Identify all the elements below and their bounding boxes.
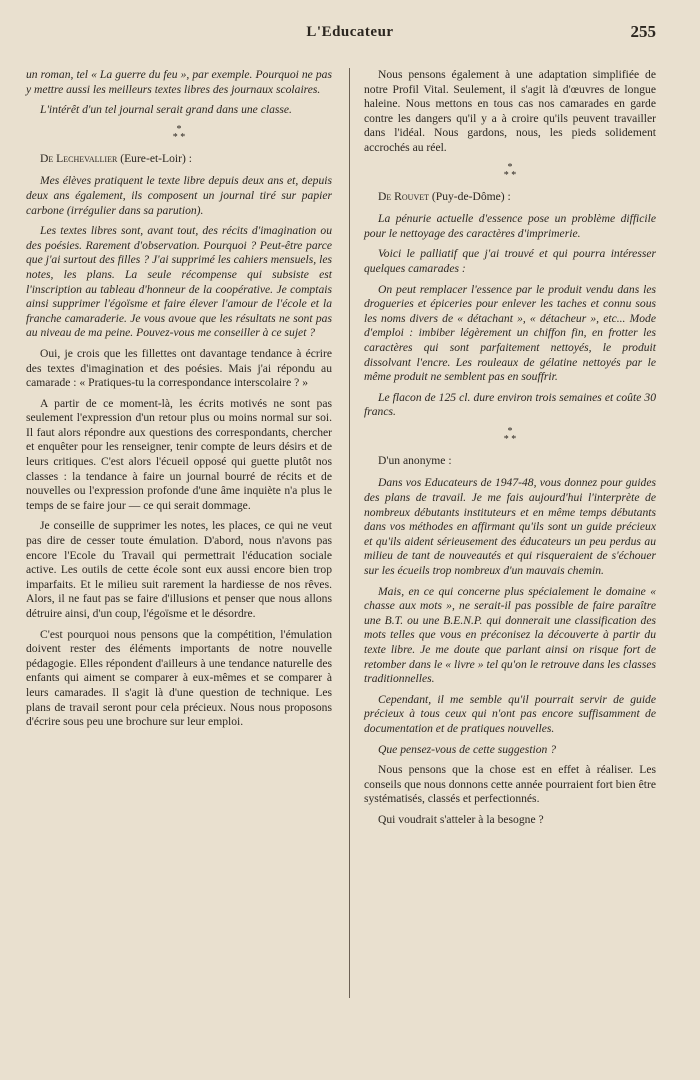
correspondent-heading: [26, 152, 332, 167]
column-divider: [349, 68, 350, 998]
quoted-letter-paragraph: Que pensez-vous de cette suggestion ?: [378, 742, 557, 756]
correspondent-name: De Lechevallier: [40, 151, 118, 165]
quoted-letter-paragraph: Dans vos Educateurs de 1947-48, vous donnez pour guides des plans de travail. Je me fais aujourd'hui l'interprète de nombreux débutants instituteurs et en même temps débutants dans vos méthodes en affirmant qu'ils sont un guide précieux et qu'ils aident sérieusement des éducateurs un peu perdus au milieu de tant de nouveautés et qui risqueraient de s'échouer sur les écueils trop nombreux d'un mauvais chemin.: [364, 476, 656, 578]
correspondent-heading: [364, 454, 656, 469]
reply-paragraph: Oui, je crois que les fillettes ont davantage tendance à écrire des textes d'imagination et des poésies. Mais j'ai répondu au camarade : « Pratiques-tu la correspondance interscolaire ? »: [26, 346, 332, 390]
left-column: [26, 68, 332, 736]
section-separator: [26, 123, 332, 143]
reply-paragraph: Qui voudrait s'atteler à la besogne ?: [378, 812, 544, 826]
running-title: L'Educateur: [306, 24, 394, 40]
separator-star-top: *: [507, 161, 513, 173]
correspondent-heading: [364, 190, 656, 205]
quoted-letter-paragraph: Les textes libres sont, avant tout, des récits d'imagination ou des poésies. Rarement d'observation. Pourquoi ? Peut-être parce que j'ai surtout des filles ? J'ai supprimé les cahiers mensuels, les notes, les plans. La seule récompense qui subsiste est l'inscription au tableau d'honneur de la coopérative. Je comptais ainsi supprimer l'égoïsme et faire élever l'amour de l'école et la franche camaraderie. Je vous avoue que les résultats ne sont pas au niveau de ma peine. Pouvez-vous me conseiller à ce sujet ?: [26, 224, 332, 340]
reply-paragraph: Nous pensons que la chose est en effet à réaliser. Les conseils que nous donnons cette année pourraient fort bien être systématisés, classés et perfectionnés.: [364, 763, 657, 806]
page-number: 255: [630, 22, 656, 41]
quoted-letter-paragraph: L'intérêt d'un tel journal serait grand dans une classe.: [40, 103, 292, 117]
quoted-letter-paragraph: La pénurie actuelle d'essence pose un problème difficile pour le nettoyage des caractères d'imprimerie.: [364, 212, 656, 240]
quoted-letter-paragraph: Cependant, il me semble qu'il pourrait servir de guide précieux à tous ceux qui n'ont pas encore suffisamment de documentation et de pratiques nouvelles.: [364, 692, 656, 735]
section-separator: [364, 161, 656, 181]
quoted-letter-paragraph: un roman, tel « La guerre du feu », par exemple. Pourquoi ne pas y mettre aussi les meilleurs textes libres des journaux scolaires.: [26, 68, 332, 96]
reply-paragraph: A partir de ce moment-là, les écrits motivés ne sont pas seulement l'expression d'un retour plus ou moins normal sur soi. Il faut alors répondre aux questions des correspondants, chercher et enquêter pour les renseigner, tenir compte de leurs désirs et de leurs critiques. C'est alors l'écueil opposé qui guette plutôt nos classes : la tendance à faire un journal bourré de récits et de nouvelles ou l'expression profonde d'une âme inquiète n'a plus le temps de se faire jour — ce qui serait dommage.: [26, 396, 332, 512]
correspondent-place: (Puy-de-Dôme) :: [429, 189, 511, 203]
separator-star-bottom: * *: [172, 131, 186, 143]
separator-star-bottom: * *: [503, 433, 517, 445]
quoted-letter-paragraph: On peut remplacer l'essence par le produit vendu dans les drogueries et épiceries pour enlever les taches et connu sous les noms divers de « détachant », « détacheur », etc... Mode d'emploi : imbiber légèrement un chiffon fin, en frotter les caractères qui sont parfaitement nettoyés, le produit dissolvant l'encre. Les rouleaux de gélatine nettoyés par le même produit ne semblent pas en souffrir.: [364, 282, 656, 384]
right-column: [364, 68, 656, 834]
quoted-letter-paragraph: Voici le palliatif que j'ai trouvé et qui pourra intéresser quelques camarades :: [364, 247, 656, 275]
reply-paragraph: C'est pourquoi nous pensons que la compétition, l'émulation doivent rester des éléments importants de notre nouvelle pédagogie. Elles répondent d'ailleurs à une tendance naturelle des enfants qui aiment se comparer à eux-mêmes et se comparer à leurs camarades. Il s'agit là d'une question de technique. Les plans de travail seront pour cela précieux. Nous nous proposons d'écrire sous peu une brochure sur leur emploi.: [26, 627, 332, 729]
quoted-letter-paragraph: Mais, en ce qui concerne plus spécialement le domaine « chasse aux mots », ne serait-il pas possible de faire paraître une B.T. ou une B.E.N.P. qui donnerait une classification des mots telles que vous en préconisez la découverte à partir du texte libre. Je me doute que parlant ainsi on risque fort de retomber dans le « livre » tel qu'on le retrouve dans les classes traditionnelles.: [364, 584, 656, 686]
reply-paragraph: Je conseille de supprimer les notes, les places, ce qui ne veut pas dire de cesser toute émulation. D'abord, nous n'avons pas encore l'Ecole du Travail qui permettrait l'éducation sociale active. Les outils de cette école sont eux aussi encore bien trop imparfaits. Et le milieu suit rarement la hardiesse de nos rêves. Alors, il ne faut pas se faire d'illusions et penser que nous allons détruire ainsi, d'un coup, l'égoïsme et le désordre.: [26, 519, 332, 620]
correspondent-place: D'un anonyme :: [378, 453, 452, 467]
section-separator: [364, 425, 656, 445]
reply-paragraph: Nous pensons également à une adaptation simplifiée de notre Profil Vital. Seulement, il s'agit là d'œuvres de longue haleine. Nous mettons en tous cas nos camarades en garde contre les dangers qu'il y a à croire qu'ils peuvent travailler dans l'idéal. Nous gardons, nous, les pieds solidement accrochés au réel.: [364, 68, 656, 154]
separator-star-bottom: * *: [503, 169, 517, 181]
quoted-letter-paragraph: Mes élèves pratiquent le texte libre depuis deux ans et, depuis deux ans également, ils composent un journal tiré sur papier carbone (irrégulier dans sa parution).: [26, 174, 332, 217]
separator-star-top: *: [507, 425, 513, 437]
correspondent-name: De Rouvet: [378, 189, 429, 203]
correspondent-place: (Eure-et-Loir) :: [117, 151, 192, 165]
quoted-letter-paragraph: Le flacon de 125 cl. dure environ trois semaines et coûte 30 francs.: [364, 390, 656, 419]
page-header: [40, 24, 660, 50]
separator-star-top: *: [176, 123, 182, 135]
